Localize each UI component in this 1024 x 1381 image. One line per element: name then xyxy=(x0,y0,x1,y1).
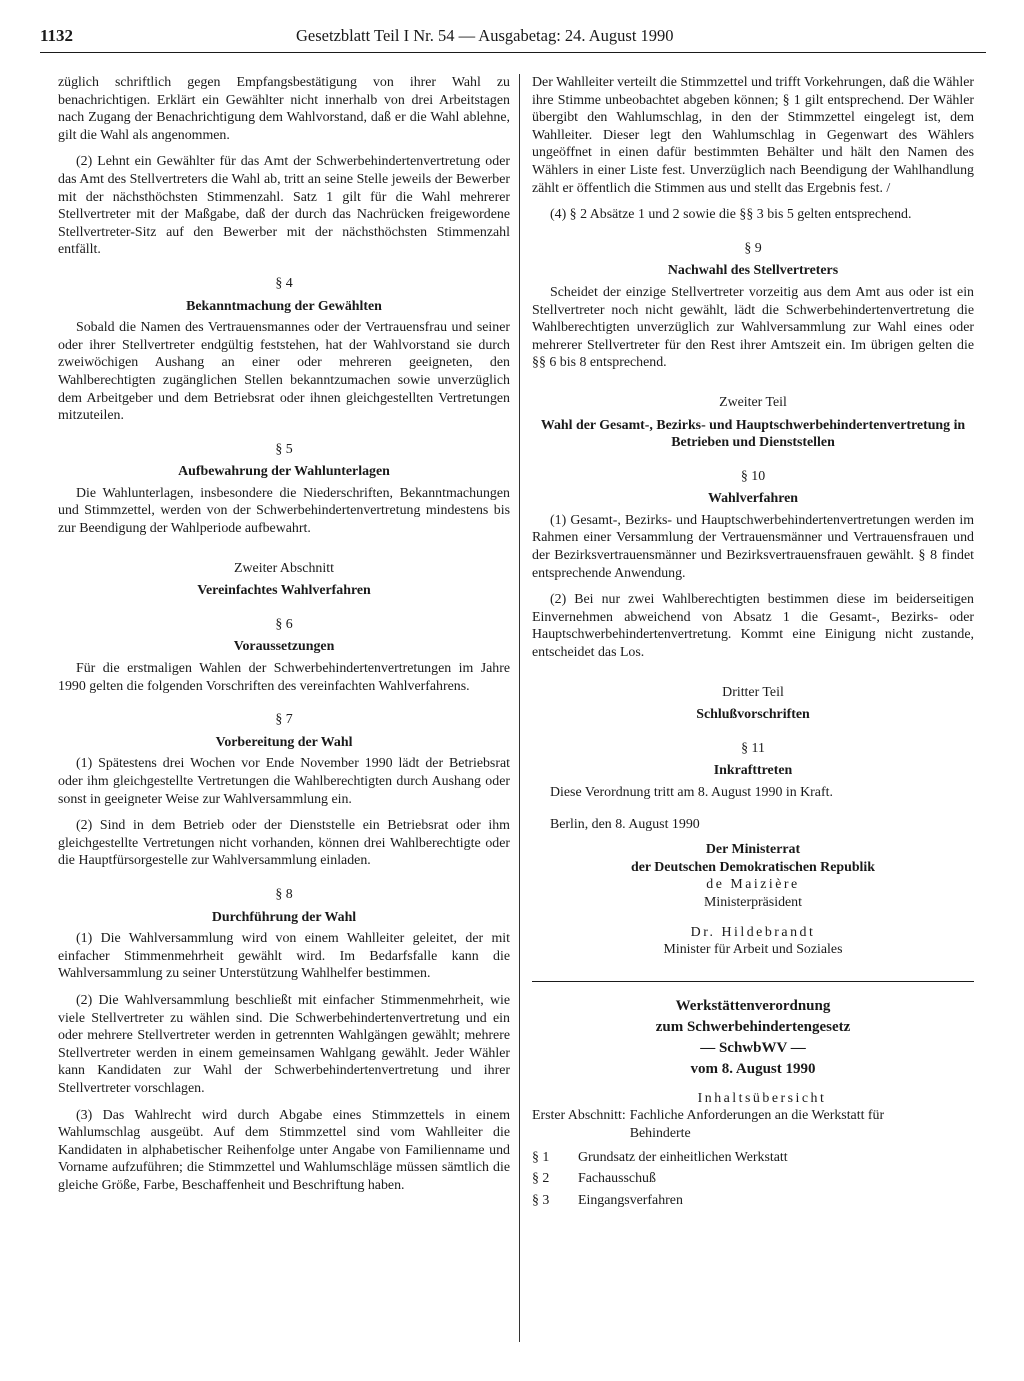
signatory-body: Der Ministerrat xyxy=(705,842,801,858)
toc-row xyxy=(532,1192,974,1210)
section-number: § 5 xyxy=(275,441,293,457)
section-number: § 9 xyxy=(744,240,762,256)
toc-number: § 3 xyxy=(532,1192,550,1208)
signatory-role: Minister für Arbeit und Soziales xyxy=(663,942,843,958)
regulation-title: Werkstättenverordnung xyxy=(675,997,831,1014)
paragraph: (3) Das Wahlrecht wird durch Abgabe eines Stimmzettels in einem Wahlumschlag ausgeübt. Auf dem Stimmzettel sind vom Wahlleiter die Kandidaten in alphabetischer Reihenfolge unter Angabe von Familienname und Vorname aufzuführen; die Stimmzettel und Wahlumschläge müssen sämtlich die gleiche Größe, Farbe, Beschaffenheit und Beschriftung haben. xyxy=(58,1107,510,1193)
paragraph: (2) Bei nur zwei Wahlberechtigten bestimmen diese im beiderseitigen Einvernehmen abweichend von Absatz 1 die Gesamt-, Bezirks- oder Hauptschwerbehindertenvertretung. Kommt eine Einigung nicht zustande, entscheidet das Los. xyxy=(532,592,974,661)
teil-title: Wahl der Gesamt-, Bezirks- und Hauptschwerbehindertenvertretung in Betrieben und Dienststellen xyxy=(540,417,966,451)
paragraph: Die Wahlunterlagen, insbesondere die Niederschriften, Bekanntmachungen und Stimmzettel, werden von der Schwerbehindertenvertretung mindestens bis zur Beendigung der Wahlperiode aufbewahrt. xyxy=(58,485,510,537)
section-number: § 6 xyxy=(275,616,293,632)
paragraph: (4) § 2 Absätze 1 und 2 sowie die §§ 3 bis 5 gelten entsprechend. xyxy=(550,207,912,223)
contents-heading: Inhaltsübersicht xyxy=(697,1090,827,1106)
right-column xyxy=(532,74,974,1209)
signatory-name: Dr. Hildebrandt xyxy=(690,924,816,940)
regulation-date: vom 8. August 1990 xyxy=(690,1060,816,1077)
section-title: Nachwahl des Stellvertreters xyxy=(667,263,839,279)
section-title: Bekanntmachung der Gewählten xyxy=(186,298,382,314)
section-title: Vorbereitung der Wahl xyxy=(215,734,353,750)
section-title: Voraussetzungen xyxy=(233,639,335,655)
toc-list xyxy=(532,1149,974,1210)
paragraph: (2) Lehnt ein Gewählter für das Amt der Schwerbehindertenvertretung oder das Amt des Stellvertreters die Wahl ab, tritt an seine Stelle jeweils der Bewerber mit der nächsthöchsten Stimmenzahl. Satz 1 gilt für die Wahl mehrerer Stellvertreter mit der Maßgabe, daß der durch das Nachrücken freigewordene Stellvertreter-Sitz auf den Bewerber mit der nächsthöchsten Stimmenzahl entfällt. xyxy=(58,154,510,258)
signatory-body: der Deutschen Demokratischen Republik xyxy=(631,859,875,875)
paragraph: Diese Verordnung tritt am 8. August 1990 in Kraft. xyxy=(550,785,833,800)
paragraph: (1) Die Wahlversammlung wird von einem Wahlleiter geleitet, der mit einfacher Stimmenmehrheit gewählt wird. Im Bedarfsfalle kann die Wahlversammlung zu seiner Unterstützung Wahlhelfer bestimmen. xyxy=(58,931,510,982)
new-regulation xyxy=(532,996,974,1210)
section-title: Wahlverfahren xyxy=(707,491,799,507)
page-header xyxy=(40,26,986,54)
toc-label: Eingangsverfahren xyxy=(578,1192,683,1208)
running-header-title: Gesetzblatt Teil I Nr. 54 — Ausgabetag: 24. August 1990 xyxy=(296,26,674,45)
section-title: Durchführung der Wahl xyxy=(211,909,357,925)
toc-row xyxy=(532,1170,974,1188)
left-column xyxy=(58,74,510,1194)
signatory-name: de Maizière xyxy=(706,877,800,893)
toc-number: § 2 xyxy=(532,1171,550,1187)
section-number: § 10 xyxy=(740,468,766,484)
toc-label: Fachausschuß xyxy=(578,1171,656,1187)
toc-row xyxy=(532,1149,974,1167)
section-number: § 4 xyxy=(275,275,293,291)
toc-abschnitt xyxy=(532,1107,974,1142)
signature-block xyxy=(532,841,974,959)
paragraph: (1) Gesamt-, Bezirks- und Hauptschwerbehindertenvertretungen werden im Rahmen einer Versammlung der Vertrauensmänner und Vertrauensfrauen und der Bezirksvertrauensmänner und Bezirksvertrauensfrauen gewählt. § 8 findet entsprechende Anwendung. xyxy=(532,512,974,581)
paragraph: Der Wahlleiter verteilt die Stimmzettel und trifft Vorkehrungen, daß die Wähler ihre Stimme unbeobachtet abgeben können; § 1 gilt entsprechend. Der Wähler übergibt den Wahlumschlag, in den der Stimmzettel eingelegt ist, dem Wahlleiter. Dieser legt den Wahlumschlag in Gegenwart des Wählers ungeöffnet in einen dafür bestimmten Behälter und hält den Namen des Wählers in einer Liste fest. Unverzüglich nach Beendigung der Wahlhandlung zählt er öffentlich die Stimmen aus und stellt das Ergebnis fest. / xyxy=(532,75,974,196)
paragraph: Scheidet der einzige Stellvertreter vorzeitig aus dem Amt aus oder ist ein Stellvertreter noch nicht gewählt, lädt die Schwerbehindertenvertretung die Wahlberechtigten unverzüglich zur Wahlversammlung zur Wahl eines oder mehrerer Stellvertreter für den Rest ihrer Amtszeit ein. Im übrigen gelten die §§ 6 bis 8 entsprechend. xyxy=(532,284,974,371)
paragraph: Für die erstmaligen Wahlen der Schwerbehindertenvertretungen im Jahre 1990 gelten die folgenden Vorschriften des vereinfachten Wahlverfahrens. xyxy=(58,661,510,694)
abschnitt-label: Zweiter Abschnitt xyxy=(234,560,334,576)
paragraph: Sobald die Namen des Vertrauensmannes oder der Vertrauensfrau und seiner oder ihrer Stellvertreter endgültig feststehen, hat der Wahlvorstand sie durch zweiwöchigen Aushang an einer oder mehreren geeigneten, den Wahlberechtigten zugänglichen Stellen bekanntzumachen sowie unverzüglich dem Arbeitgeber und dem Betriebsrat oder ihnen gleichgestellten Vertretungen mitzuteilen. xyxy=(58,320,510,424)
paragraph: (2) Sind in dem Betrieb oder der Dienststelle ein Betriebsrat oder ihm gleichgestellte Vertretungen nicht vorhanden, können drei Wahlberechtigte oder die Hauptfürsorgestelle zur Wahlversammlung einladen. xyxy=(58,818,510,869)
toc-number: § 1 xyxy=(532,1149,550,1165)
toc-label: Grundsatz der einheitlichen Werkstatt xyxy=(578,1149,788,1165)
paragraph: (1) Spätestens drei Wochen vor Ende November 1990 lädt der Betriebsrat oder ihm gleichgestellte Vertretungen die Wahlberechtigten durch Aushang oder sonst in geeigneter Weise zur Wahlversammlung ein. xyxy=(58,756,510,807)
section-number: § 11 xyxy=(741,740,765,756)
regulation-title: zum Schwerbehindertengesetz xyxy=(655,1018,851,1035)
header-rule xyxy=(40,52,986,53)
section-rule xyxy=(532,981,974,982)
regulation-abbrev: — SchwbWV — xyxy=(700,1039,806,1056)
section-number: § 7 xyxy=(275,712,293,728)
toc-abschnitt-title: Fachliche Anforderungen an die Werkstatt für Behinderte xyxy=(629,1108,885,1141)
column-divider xyxy=(519,74,520,1342)
page-number: 1132 xyxy=(40,26,74,45)
section-title: Aufbewahrung der Wahlunterlagen xyxy=(178,464,390,480)
signatory-role: Ministerpräsident xyxy=(704,894,802,910)
abschnitt-title: Vereinfachtes Wahlverfahren xyxy=(197,583,371,599)
place-date: Berlin, den 8. August 1990 xyxy=(550,816,700,832)
teil-title: Schlußvorschriften xyxy=(696,707,810,723)
section-title: Inkrafttreten xyxy=(713,763,793,779)
teil-label: Dritter Teil xyxy=(722,684,784,700)
teil-label: Zweiter Teil xyxy=(719,394,787,410)
paragraph: (2) Die Wahlversammlung beschließt mit einfacher Stimmenmehrheit, wie viele Stellvertreter zu wählen sind. Die Schwerbehindertenvertretung und ein oder mehrere Stellvertreter werden in getrennten Wahlgängen gewählt; mehrere Stellvertreter werden in einem gemeinsamen Wahlgang gewählt. Jeder Wähler kann Kandidaten zur Wahl der Schwerbehindertenvertretung und ihrer Stellvertreter vorschlagen. xyxy=(58,992,510,1096)
section-number: § 8 xyxy=(275,886,293,902)
paragraph: züglich schriftlich gegen Empfangsbestätigung von ihrer Wahl zu benachrichtigen. Erklärt ein Gewählter nicht innerhalb von drei Arbeitstagen nach Zugang der Benachrichtigung dem Wahlvorstand, daß er die Wahl ablehne, gilt die Wahl als angenommen. xyxy=(58,75,510,143)
toc-abschnitt-label: Erster Abschnitt: xyxy=(532,1108,626,1124)
